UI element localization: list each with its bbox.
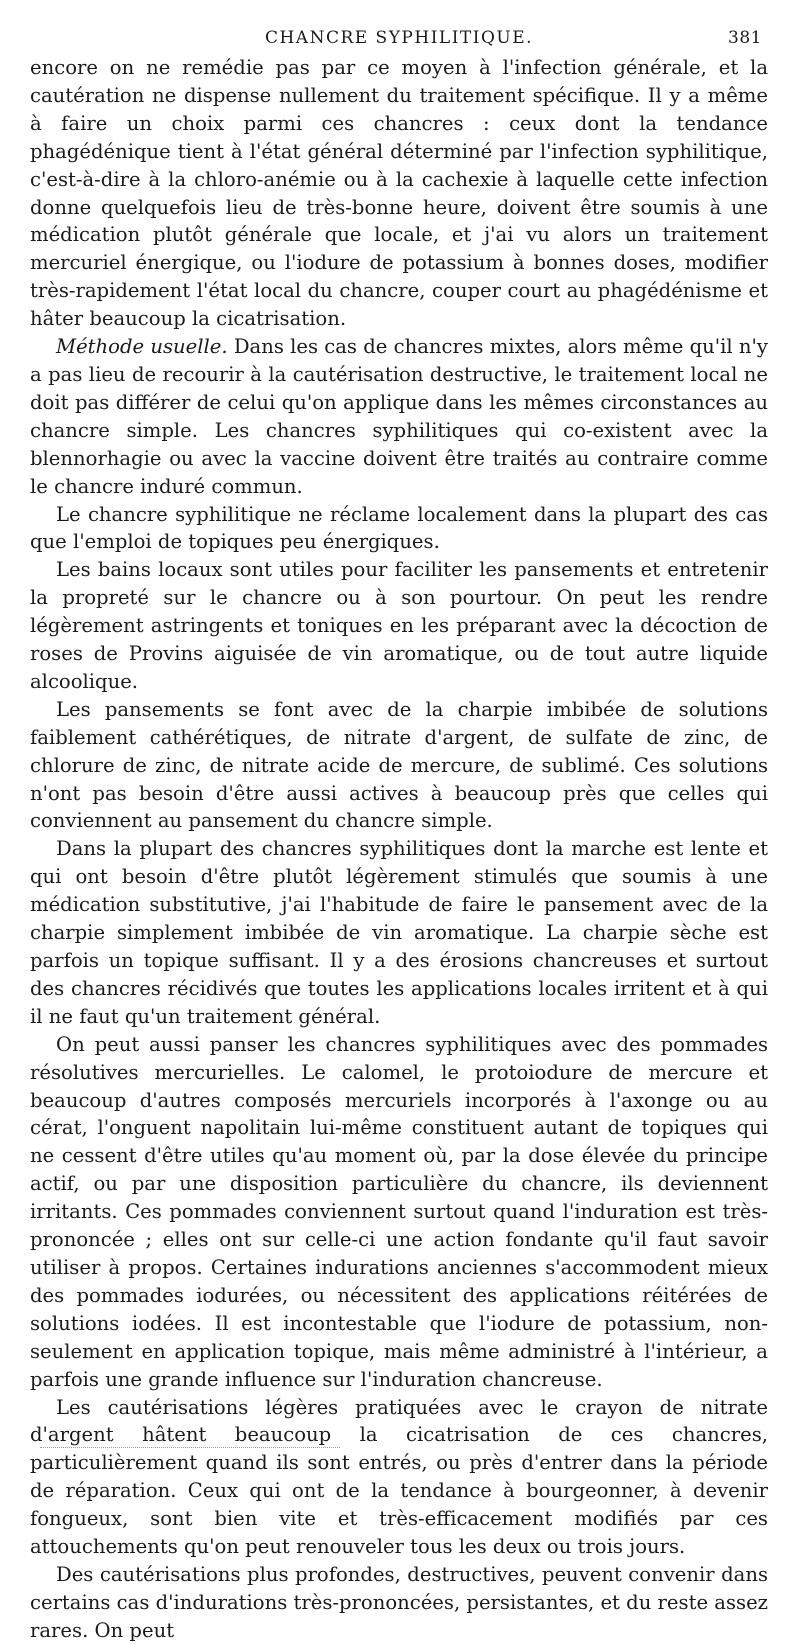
paragraph: [30, 501, 768, 557]
page-number: 381: [728, 28, 762, 48]
paragraph: [30, 556, 768, 696]
paragraph-text: Dans les cas de chancres mixtes, alors même qu'il n'y a pas lieu de recourir à la cautérisation destructive, le traitement local ne doit pas différer de celui qu'on applique dans les mêmes circonstances au chancre simple. Les chancres syphilitiques qui co-existent avec la blennorhagie ou avec la vaccine doivent être traités au contraire comme le chancre induré commun.: [30, 335, 768, 498]
paragraph-text: Le chancre syphilitique ne réclame localement dans la plupart des cas que l'emploi de topiques peu énergiques.: [30, 502, 768, 554]
section-lead-italic: Méthode usuelle.: [56, 335, 228, 359]
paragraph-text: encore on ne remédie pas par ce moyen à l'infection générale, et la cautération ne dispense nullement du traitement spécifique. Il y a même à faire un choix parmi ces chancres : ceux dont la tendance phagédénique tient à l'état général déterminé par l'infection syphilitique, c'est-à-dire à la chloro-anémie ou à la cachexie à laquelle cette infection donne quelquefois lieu de très-bonne heure, doivent être soumis à une médication plutôt générale que locale, et j'ai vu alors un traitement mercuriel énergique, ou l'iodure de potassium à bonnes doses, modifier très-rapidement l'état local du chancre, couper court au phagédénisme et hâter beaucoup la cicatrisation.: [30, 56, 768, 331]
running-head: [30, 28, 768, 54]
paragraph-text: Les bains locaux sont utiles pour faciliter les pansements et entretenir la propreté sur le chancre ou à son pourtour. On peut les rendre légèrement astringents et toniques en les préparant avec la décoction de roses de Provins aiguisée de vin aromatique, ou de tout autre liquide alcoolique.: [30, 558, 768, 693]
paragraph: [30, 1394, 768, 1561]
running-title: CHANCRE SYPHILITIQUE.: [264, 28, 534, 48]
paragraph-methode-usuelle: [30, 333, 768, 500]
paragraph: [30, 1561, 768, 1645]
paragraph: [30, 1031, 768, 1394]
paragraph-text: Des cautérisations plus profondes, destructives, peuvent convenir dans certains cas d'indurations très-prononcées, persistantes, et du reste assez rares. On peut: [30, 1562, 768, 1642]
paragraph-text: Dans la plupart des chancres syphilitiques dont la marche est lente et qui ont besoin d'être plutôt légèrement stimulés que soumis à une médication substitutive, j'ai l'habitude de faire le pansement avec de la charpie simplement imbibée de vin aromatique. La charpie sèche est parfois un topique suffisant. Il y a des érosions chancreuses et surtout des chancres récidivés que toutes les applications locales irritent et à qui il ne faut qu'un traitement général.: [30, 837, 768, 1028]
paragraph-text: Les pansements se font avec de la charpie imbibée de solutions faiblement cathérétiques, de nitrate d'argent, de sulfate de zinc, de chlorure de zinc, de nitrate acide de mercure, de sublimé. Ces solutions n'ont pas besoin d'être aussi actives à beaucoup près que celles qui conviennent au pansement du chancre simple.: [30, 697, 768, 833]
paragraph: [30, 835, 768, 1030]
body-text: [30, 54, 768, 1645]
paragraph-text: On peut aussi panser les chancres syphilitiques avec des pommades résolutives mercurielles. Le calomel, le protoiodure de mercure et beaucoup d'autres composés mercuriels incorporés à l'axonge ou au cérat, l'onguent napolitain lui-même constituent autant de topiques qui ne cessent d'être utiles qu'au moment où, par la dose élevée du principe actif, ou par une disposition particulière du chancre, ils deviennent irritants. Ces pommades conviennent surtout quand l'induration est très-prononcée ; elles ont sur celle-ci une action fondante qu'il faut savoir utiliser à propos. Certaines indurations anciennes s'accommodent mieux des pommades iodurées, ou nécessitent des applications réitérées de solutions iodées. Il est incontestable que l'iodure de potassium, non-seulement en application topique, mais même administré à l'intérieur, a parfois une grande influence sur l'induration chancreuse.: [30, 1032, 768, 1391]
paragraph: [30, 696, 768, 836]
paragraph-text: Les cautérisations légères pratiquées avec le crayon de nitrate d'argent hâtent beaucoup la cicatrisation de ces chancres, particulièrement quand ils sont entrés, ou près d'entrer dans la période de réparation. Ceux qui ont de la tendance à bourgeonner, à devenir fongueux, sont bien vite et très-efficacement modifiés par ces attouchements qu'on peut renouveler tous les deux ou trois jours.: [30, 1395, 768, 1559]
page-bottom-rule: [40, 1447, 340, 1448]
book-page: [30, 28, 768, 1645]
paragraph-continuation: [30, 54, 768, 333]
